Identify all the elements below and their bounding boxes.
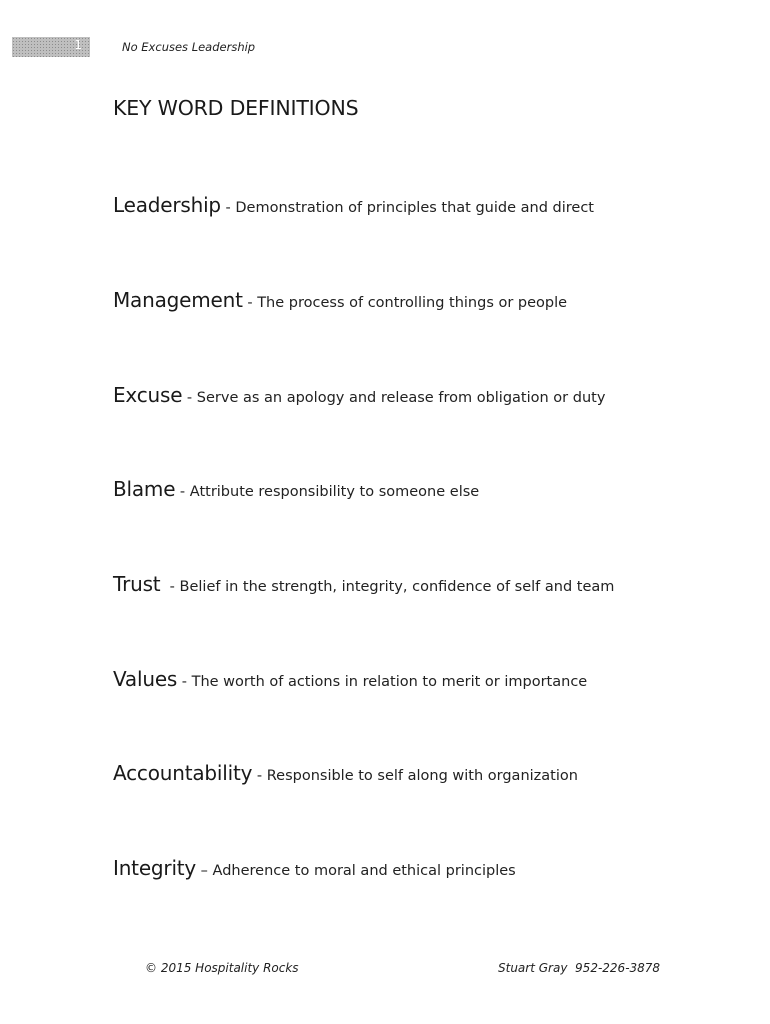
separator: -: [220, 200, 236, 216]
definition-integrity: [113, 856, 516, 880]
meaning-blame: Attribute responsibility to someone else: [189, 484, 480, 500]
meaning-accountability: Responsible to self along with organization: [266, 768, 578, 784]
meaning-values: The worth of actions in relation to merit or importance: [191, 674, 588, 690]
term-values: Values: [113, 667, 178, 691]
separator: –: [196, 863, 213, 879]
meaning-trust: Belief in the strength, integrity, confidence of self and team: [179, 579, 615, 595]
separator: -: [242, 295, 258, 311]
separator: -: [175, 484, 190, 500]
term-blame: Blame: [113, 477, 176, 501]
definition-management: [113, 288, 567, 312]
page-title: KEY WORD DEFINITIONS: [113, 96, 359, 120]
separator: -: [182, 390, 197, 406]
meaning-leadership: Demonstration of principles that guide and direct: [235, 200, 594, 216]
definition-excuse: [113, 383, 605, 407]
term-accountability: Accountability: [113, 761, 253, 785]
term-excuse: Excuse: [113, 383, 183, 407]
definition-blame: [113, 477, 479, 501]
meaning-excuse: Serve as an apology and release from obligation or duty: [196, 390, 606, 406]
separator: -: [177, 674, 192, 690]
meaning-integrity: Adherence to moral and ethical principles: [212, 863, 516, 879]
definition-values: [113, 667, 587, 691]
running-header: No Excuses Leadership: [122, 40, 256, 54]
meaning-management: The process of controlling things or people: [257, 295, 568, 311]
term-management: Management: [113, 288, 243, 312]
term-leadership: Leadership: [113, 193, 221, 217]
term-trust: Trust: [113, 572, 161, 596]
footer-contact: Stuart Gray 952-226-3878: [498, 961, 661, 975]
definition-trust: [113, 572, 614, 596]
definition-accountability: [113, 761, 578, 785]
page-number: 1: [74, 38, 82, 52]
definition-leadership: [113, 193, 594, 217]
term-integrity: Integrity: [113, 856, 197, 880]
footer-copyright: © 2015 Hospitality Rocks: [145, 961, 299, 975]
separator: -: [160, 579, 180, 595]
page-number-box: [12, 37, 90, 57]
separator: -: [252, 768, 267, 784]
